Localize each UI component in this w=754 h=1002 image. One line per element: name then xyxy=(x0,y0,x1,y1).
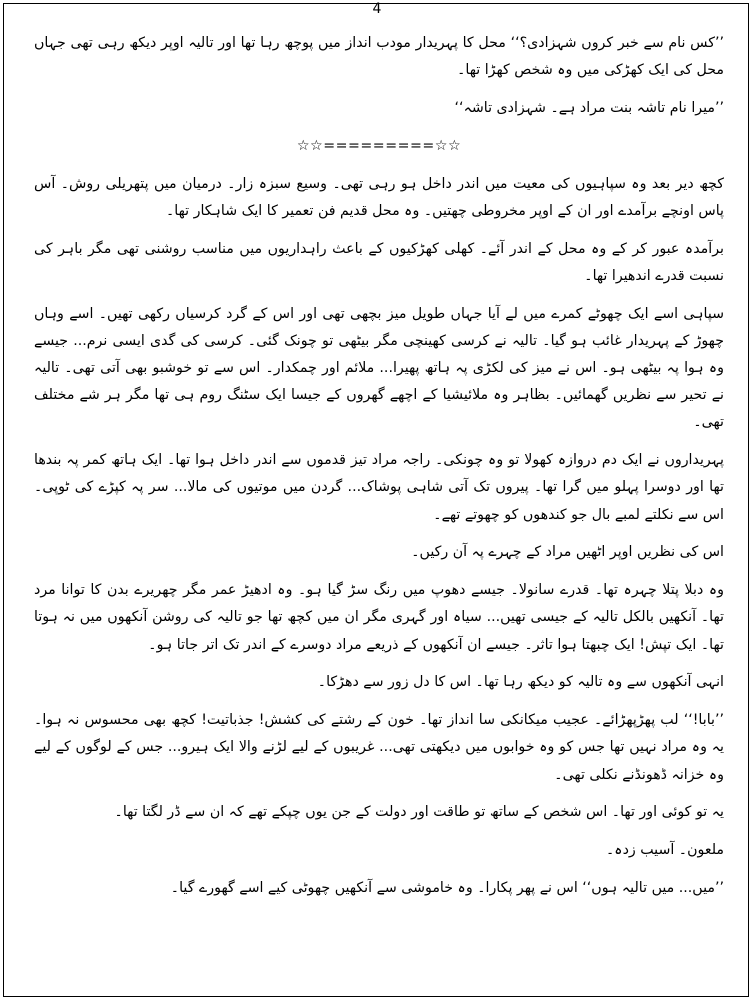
page-number: 4 xyxy=(372,1,382,17)
paragraph: وہ دبلا پتلا چہرہ تھا۔ قدرے سانولا۔ جیسے دھوپ میں رنگ سڑ گیا ہو۔ وہ ادھیڑ عمر مگر چھریرے بدن کا توانا مرد تھا۔ آنکھیں بالکل تالیہ کے جیسی تھیں... سیاہ اور گہری مگر ان میں کچھ تھا جو تالیہ کی روشن آنکھوں میں نہ ہوتا تھا۔ ایک تپش! ایک چبھتا ہوا تاثر۔ جیسے ان آنکھوں کے ذریعے مراد دوسرے کے اندر تک اتر جاتا ہو۔ xyxy=(34,582,724,653)
paragraph: یہ تو کوئی اور تھا۔ اس شخص کے ساتھ تو طاقت اور دولت کے جن یوں چپکے تھے کہ ان سے ڈر لگتا تھا۔ xyxy=(114,804,724,821)
scene-divider: ☆☆=========☆☆ xyxy=(296,137,462,154)
paragraph: ’’میں... میں تالیہ ہوں‘‘ اس نے پھر پکارا۔ وہ خاموشی سے آنکھیں چھوٹی کیے اسے گھورے گیا۔ xyxy=(170,880,724,896)
paragraph: اس کی نظریں اوپر اٹھیں مراد کے چہرے پہ آن رکیں۔ xyxy=(411,544,724,561)
paragraph: ’’میرا نام تاشہ بنت مراد ہے۔ شہزادی تاشہ‘‘ xyxy=(454,100,724,116)
paragraph: پہریداروں نے ایک دم دروازہ کھولا تو وہ چونکی۔ راجہ مراد تیز قدموں سے اندر داخل ہوا تھا۔ ایک ہاتھ کمر پہ بندھا تھا اور دوسرا پہلو میں گرا تھا۔ پیروں تک آتی شاہی پوشاک... گردن میں موتیوں کی مالا... سر پہ کپڑے کی ٹوپی۔ اس سے نکلتے لمبے بال جو کندھوں کو چھوتے تھے۔ xyxy=(34,452,724,523)
paragraph: ’’بابا!‘‘ لب پھڑپھڑائے۔ عجیب میکانکی سا انداز تھا۔ خون کے رشتے کی کشش! جذباتیت! کچھ بھی محسوس نہ ہوا۔ یہ وہ مراد نہیں تھا جس کو وہ خوابوں میں دیکھتی تھی... غریبوں کے لیے لڑنے والا ایک ہیرو... جس کے لوگوں کے لیے وہ خزانہ ڈھونڈنے نکلی تھی۔ xyxy=(34,712,724,783)
paragraph: انہی آنکھوں سے وہ تالیہ کو دیکھ رہا تھا۔ اس کا دل زور سے دھڑکا۔ xyxy=(317,674,724,691)
paragraph: ’’کس نام سے خبر کروں شہزادی؟‘‘ محل کا پہریدار مودب انداز میں پوچھ رہا تھا اور تالیہ اوپر دیکھ رہی تھی جہاں محل کی ایک کھڑکی میں وہ شخص کھڑا تھا۔ xyxy=(34,35,724,79)
paragraph: ملعون۔ آسیب زدہ۔ xyxy=(605,842,724,859)
page-body xyxy=(34,30,724,913)
paragraph: کچھ دیر بعد وہ سپاہیوں کی معیت میں اندر داخل ہو رہی تھی۔ وسیع سبزہ زار۔ درمیان میں پتھریلی روش۔ آس پاس اونچے برآمدے اور ان کے اوپر مخروطی چھتیں۔ وہ محل قدیم فن تعمیر کا ایک شاہکار تھا۔ xyxy=(34,175,724,219)
paragraph: سپاہی اسے ایک چھوٹے کمرے میں لے آیا جہاں طویل میز بچھی تھی اور اس کے گرد کرسیاں رکھی تھیں۔ اسے وہاں چھوڑ کے پہریدار غائب ہو گیا۔ تالیہ نے کرسی کھینچی مگر بیٹھی تو چونک گئی۔ کرسی کی گدی ایسی نرم... جیسے وہ ہوا پہ بیٹھی ہو۔ اس نے میز کی لکڑی پہ ہاتھ پھیرا... ملائم اور چمکدار۔ اس سے تو خوشبو بھی آتی تھی۔ تالیہ نے تحیر سے نظریں گھمائیں۔ بظاہر وہ ملائیشیا کے اچھے گھروں کے جیسا ایک سٹنگ روم ہی تھا مگر ہر شے مختلف تھی۔ xyxy=(34,305,724,431)
paragraph: برآمدہ عبور کر کے وہ محل کے اندر آئے۔ کھلی کھڑکیوں کے باعث راہداریوں میں مناسب روشنی تھی مگر باہر کی نسبت قدرے اندھیرا تھا۔ xyxy=(34,240,724,284)
